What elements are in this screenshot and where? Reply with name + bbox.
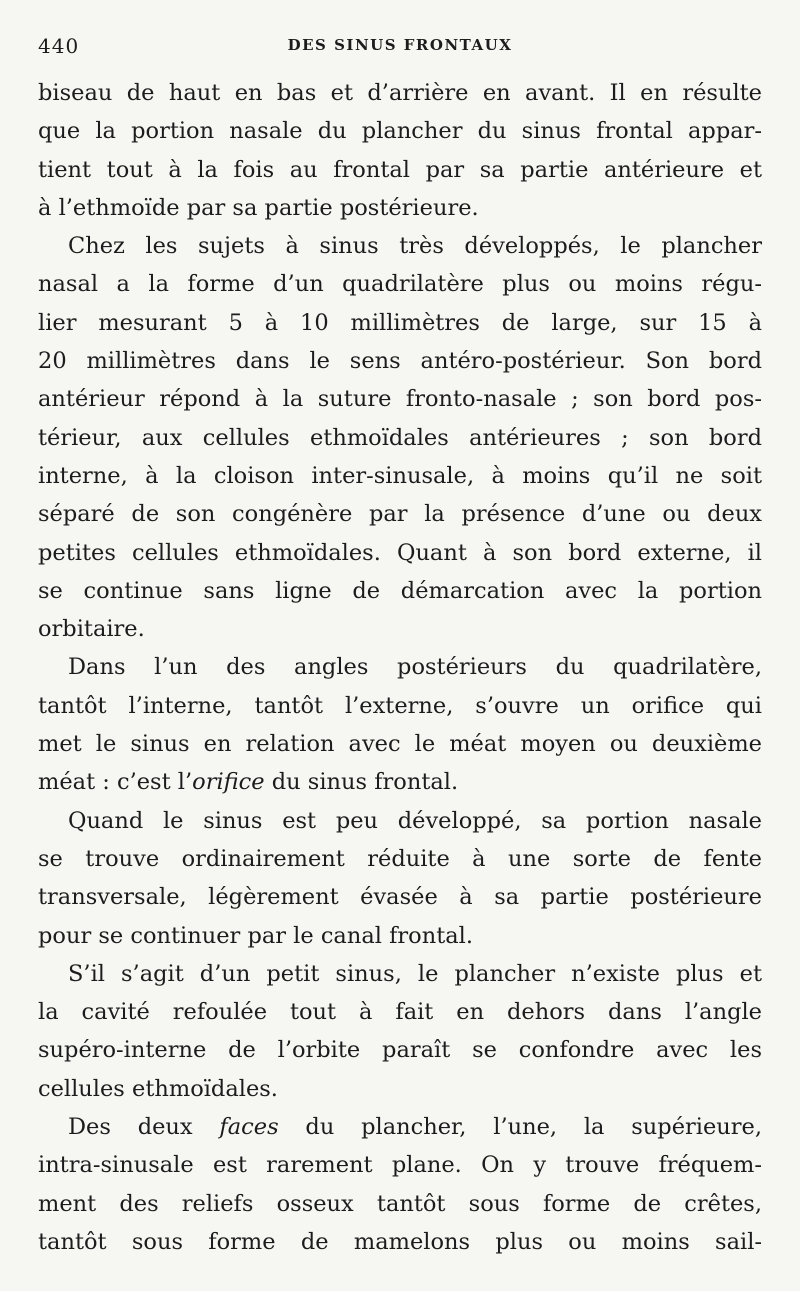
text-line: tient tout à la fois au frontal par sa partie antérieure et: [38, 156, 762, 183]
text-line: térieur, aux cellules ethmoïdales antérieures ; son bord: [38, 424, 762, 451]
italic-term: orifice: [192, 769, 265, 796]
text-line: antérieur répond à la suture fronto-nasale ; son bord pos-: [38, 386, 762, 413]
text-run: Des deux: [68, 1114, 220, 1141]
text-line: intra-sinusale est rarement plane. On y trouve fréquem-: [38, 1152, 762, 1179]
text-run: méat : c’est l’: [38, 769, 193, 796]
text-line: cellules ethmoïdales.: [38, 1075, 278, 1102]
text-line: petites cellules ethmoïdales. Quant à son bord externe, il: [38, 539, 762, 566]
text-line: supéro-interne de l’orbite paraît se confondre avec les: [38, 1037, 762, 1064]
paragraph-5: [38, 955, 762, 1108]
body-text: [38, 74, 762, 1261]
text-line: Quand le sinus est peu développé, sa portion nasale: [68, 807, 762, 834]
page-header: [38, 34, 762, 64]
text-line: orbitaire.: [38, 616, 145, 643]
paragraph-3: [38, 648, 762, 801]
text-line: [38, 763, 762, 801]
text-line: la cavité refoulée tout à fait en dehors dans l’angle: [38, 999, 762, 1026]
text-line: lier mesurant 5 à 10 millimètres de large, sur 15 à: [38, 309, 762, 336]
text-line: interne, à la cloison inter-sinusale, à moins qu’il ne soit: [38, 462, 762, 489]
text-line: ment des reliefs osseux tantôt sous forme de crêtes,: [38, 1190, 762, 1217]
page-number: 440: [38, 34, 80, 58]
paragraph-2: [38, 227, 762, 648]
text-run: du sinus frontal.: [264, 769, 459, 796]
text-line: [38, 1108, 762, 1146]
text-line: séparé de son congénère par la présence d’une ou deux: [38, 501, 762, 528]
paragraph-6: [38, 1108, 762, 1261]
text-line: biseau de haut en bas et d’arrière en avant. Il en résulte: [38, 80, 762, 106]
text-line: met le sinus en relation avec le méat moyen ou deuxième: [38, 731, 762, 758]
text-run: du plancher, l’une, la supérieure,: [278, 1114, 762, 1141]
text-line: se continue sans ligne de démarcation avec la portion: [38, 577, 762, 604]
text-line: se trouve ordinairement réduite à une sorte de fente: [38, 845, 762, 872]
text-line: Chez les sujets à sinus très développés, le plancher: [68, 233, 762, 260]
running-title: DES SINUS FRONTAUX: [287, 36, 513, 54]
paragraph-1: [38, 74, 762, 227]
italic-term: faces: [219, 1114, 279, 1141]
text-line: à l’ethmoïde par sa partie postérieure.: [38, 194, 479, 221]
text-line: S’il s’agit d’un petit sinus, le plancher n’existe plus et: [68, 960, 762, 987]
paragraph-4: [38, 802, 762, 955]
text-line: que la portion nasale du plancher du sinus frontal appar-: [38, 118, 762, 145]
text-line: pour se continuer par le canal frontal.: [38, 922, 474, 949]
text-line: tantôt sous forme de mamelons plus ou moins sail-: [38, 1228, 762, 1255]
text-line: Dans l’un des angles postérieurs du quadrilatère,: [68, 654, 762, 681]
text-line: tantôt l’interne, tantôt l’externe, s’ouvre un orifice qui: [38, 692, 762, 719]
text-line: transversale, légèrement évasée à sa partie postérieure: [38, 884, 762, 911]
text-line: nasal a la forme d’un quadrilatère plus ou moins régu-: [38, 271, 762, 298]
text-line: 20 millimètres dans le sens antéro-postérieur. Son bord: [38, 348, 762, 375]
